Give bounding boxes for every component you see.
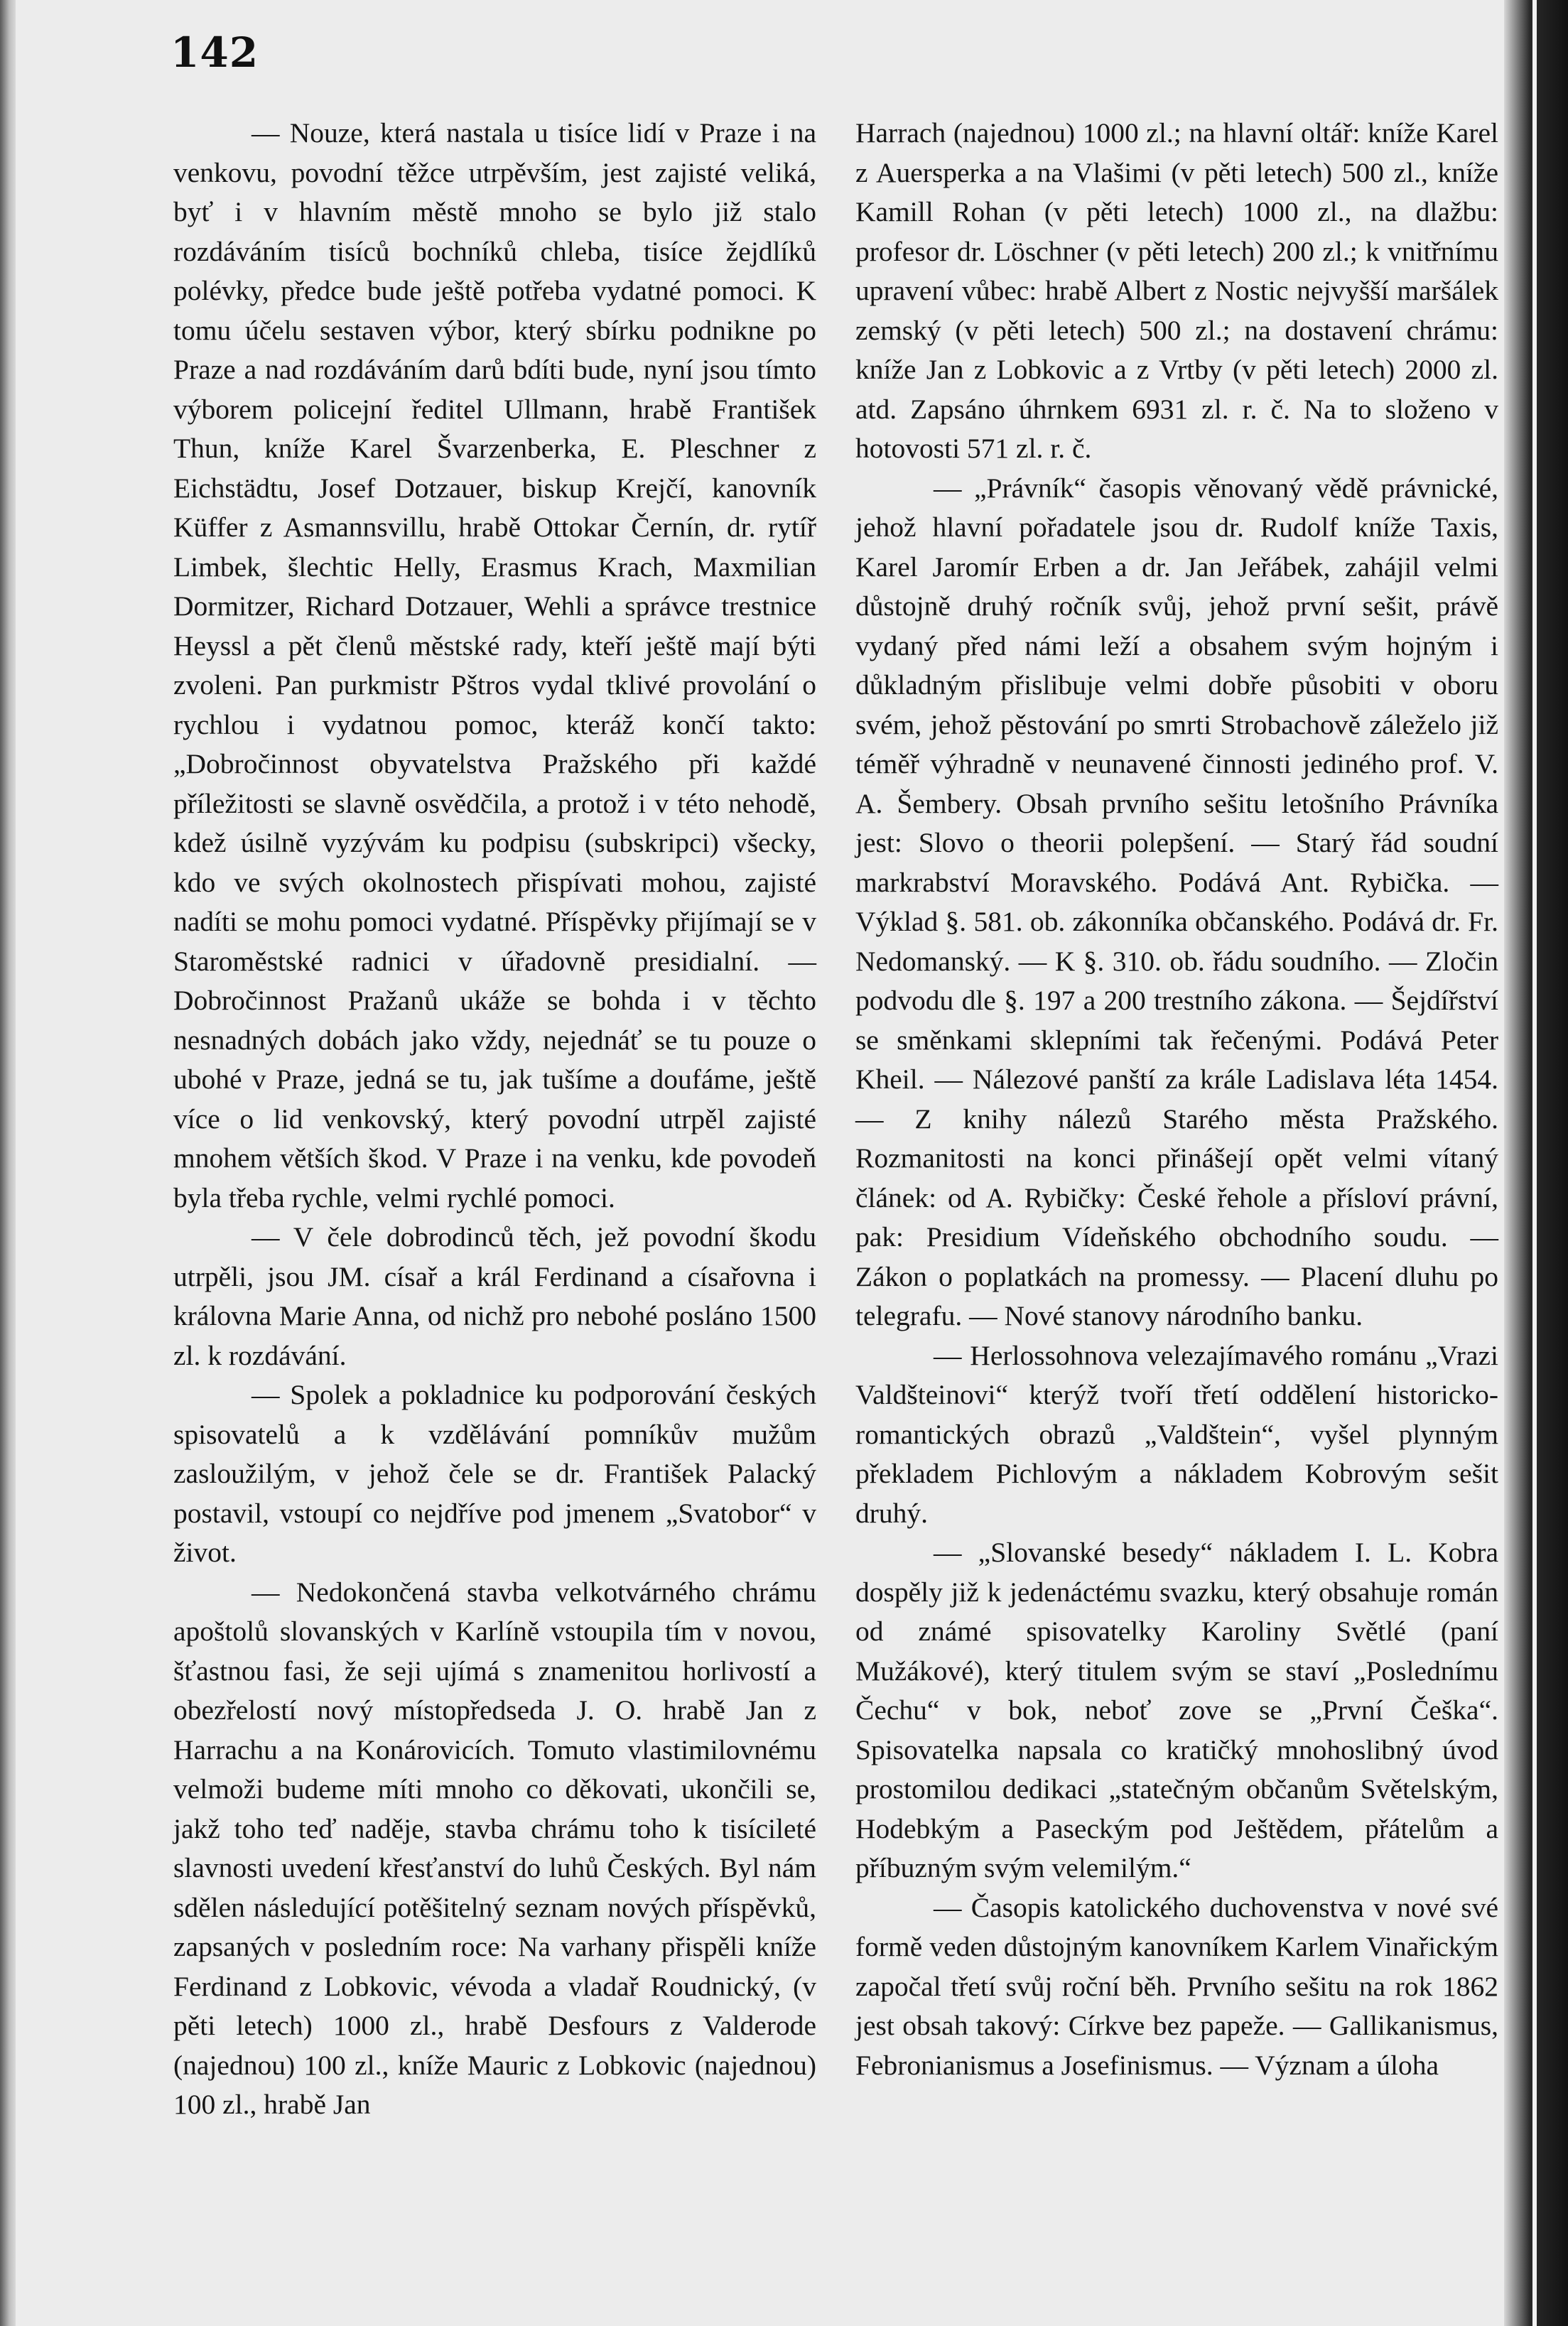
right-paragraph-5: — Časopis katolického duchovenstva v nové své formě veden důstojným kanovníkem Karlem Vinařickým započal třetí svůj roční běh. Prvního sešitu na rok 1862 jest obsah takový: Církve bez papeže. — Gallikanismus, Febronianismus a Josefinismus. — Význam a úloha (855, 1891, 1498, 2081)
left-paragraph-2: — V čele dobrodinců těch, jež povodní škodu utrpěli, jsou JM. císař a král Ferdinand a císařovna i královna Marie Anna, od nichž pro nebohé posláno 1500 zl. k rozdávání. (173, 1221, 816, 1371)
scanned-page (16, 0, 1504, 2326)
right-paragraph-4: — „Slovanské besedy“ nákladem I. L. Kobra dospěly již k jedenáctému svazku, který obsahuje román od známé spisovatelky Karoliny Světlé (paní Mužákové), který titulem svým se staví „Poslednímu Čechu“ v bok, neboť zove se „První Češka“. Spisovatelka napsala co kratičký mnohoslibný úvod prostomilou dedikaci „statečným občanům Světelským, Hodebkým a Paseckým pod Ještědem, přátelům a příbuzným svým velemilým.“ (855, 1537, 1498, 1883)
left-paragraph-3: — Spolek a pokladnice ku podporování českých spisovatelů a k vzdělávání pomníkův mužům zasloužilým, v jehož čele se dr. František Palacký postavil, vstoupí co nejdříve pod jmenem „Svatobor“ v život. (173, 1379, 816, 1568)
left-column (173, 114, 816, 2125)
right-paragraph-2: — „Právník“ časopis věnovaný vědě právnické, jehož hlavní pořadatele jsou dr. Rudolf kníže Taxis, Karel Jaromír Erben a dr. Jan Jeřábek, zahájil velmi důstojně druhý ročník svůj, jehož první sešit, právě vydaný před námi leží a obsahem svým hojným i důkladným přislibuje velmi dobře působiti v oboru svém, jehož pěstování po smrti Strobachově záleželo již téměř výhradně v neunavené činnosti jediného prof. V. A. Šembery. Obsah prvního sešitu letošního Právníka jest: Slovo o theorii polepšení. — Starý řád soudní markrabství Moravského. Podává Ant. Rybička. — Výklad §. 581. ob. zákonníka občanského. Podává dr. Fr. Nedomanský. — K §. 310. ob. řádu soudního. — Zločin podvodu dle §. 197 a 200 trestního zákona. — Šejdířství se směnkami sklepními tak řečenými. Podává Peter Kheil. — Nálezové panští za krále Ladislava léta 1454. — Z knihy nálezů Starého města Pražského. Rozmanitosti na konci přinášejí opět velmi vítaný článek: od A. Rybičky: České řehole a přísloví právní, pak: Presidium Vídeňského obchodního soudu. — Zákon o poplatkách na promessy. — Placení dluhu po telegrafu. — Nové stanovy národního banku. (855, 472, 1498, 1331)
right-column (855, 114, 1498, 2085)
binding-edge (0, 0, 16, 2326)
page-number: 142 (171, 28, 259, 77)
right-paragraph-1: Harrach (najednou) 1000 zl.; na hlavní oltář: kníže Karel z Auersperka a na Vlašimi (v pěti letech) 500 zl., kníže Kamill Rohan (v pěti letech) 1000 zl., na dlažbu: profesor dr. Löschner (v pěti letech) 200 zl.; k vnitřnímu upravení vůbec: hrabě Albert z Nostic nejvyšší maršálek zemský (v pěti letech) 500 zl.; na dostavení chrámu: kníže Jan z Lobkovic a z Vrtby (v pěti letech) 2000 zl. atd. Zapsáno úhrnkem 6931 zl. r. č. Na to složeno v hotovosti 571 zl. r. č. (855, 117, 1498, 464)
page-edge-shadow (1504, 0, 1568, 2326)
left-paragraph-1: — Nouze, která nastala u tisíce lidí v Praze i na venkovu, povodní těžce utrpěvším, jest zajisté veliká, byť i v hlavním městě mnoho se bylo již stalo rozdáváním tisíců bochníků chleba, tisíce žejdlíků polévky, předce bude ještě potřeba vydatné pomoci. K tomu účelu sestaven výbor, který sbírku podnikne po Praze a nad rozdáváním darů bdíti bude, nyní jsou tímto výborem policejní ředitel Ullmann, hrabě František Thun, kníže Karel Švarzenberka, E. Pleschner z Eichstädtu, Josef Dotzauer, biskup Krejčí, kanovník Küffer z Asmannsvillu, hrabě Ottokar Černín, dr. rytíř Limbek, šlechtic Helly, Erasmus Krach, Maxmilian Dormitzer, Richard Dotzauer, Wehli a správce trestnice Heyssl a pět členů městské rady, kteří ještě mají býti zvoleni. Pan purkmistr Pštros vydal tklivé provolání o rychlou i vydatnou pomoc, kteráž končí takto: „Dobročinnost obyvatelstva Pražského při každé příležitosti se slavně osvědčila, a protož i v této nehodě, kdež úsilně vyzývám ku podpisu (subskripci) všecky, kdo ve svých okolnostech přispívati mohou, zajisté nadíti se mohu pomoci vydatné. Příspěvky přijímají se v Staroměstské radnici v úřadovně presidialní. — Dobročinnost Pražanů ukáže se bohda i v těchto nesnadných dobách jako vždy, nejednáť se tu pouze o ubohé v Praze, jedná se tu, jak tušíme a doufáme, ještě více o lid venkovský, který povodní utrpěl zajisté mnohem větších škod. V Praze i na venku, kde povodeň byla třeba rychle, velmi rychlé pomoci. (173, 117, 816, 1213)
right-paragraph-3: — Herlossohnova velezajímavého románu „Vrazi Valdšteinovi“ kterýž tvoří třetí oddělení historicko-romantických obrazů „Valdštein“, vyšel plynným překladem Pichlovým a nákladem Kobrovým sešit druhý. (855, 1339, 1498, 1529)
left-paragraph-4: — Nedokončená stavba velkotvárného chrámu apoštolů slovanských v Karlíně vstoupila tím v novou, šťastnou fasi, že seji ujímá s znamenitou horlivostí a obezřelostí nový místopředseda J. O. hrabě Jan z Harrachu a na Konárovicích. Tomuto vlastimilovnému velmoži budeme míti mnoho co děkovati, ukončili se, jakž toho teď naděje, stavba chrámu toho k tisícileté slavnosti uvedení křesťanství do luhů Českých. Byl nám sdělen následující potěšitelný seznam nových příspěvků, zapsaných v posledním roce: Na varhany přispěli kníže Ferdinand z Lobkovic, vévoda a vladař Roudnický, (v pěti letech) 1000 zl., hrabě Desfours z Valderode (najednou) 100 zl., kníže Mauric z Lobkovic (najednou) 100 zl., hrabě Jan (173, 1576, 816, 2120)
